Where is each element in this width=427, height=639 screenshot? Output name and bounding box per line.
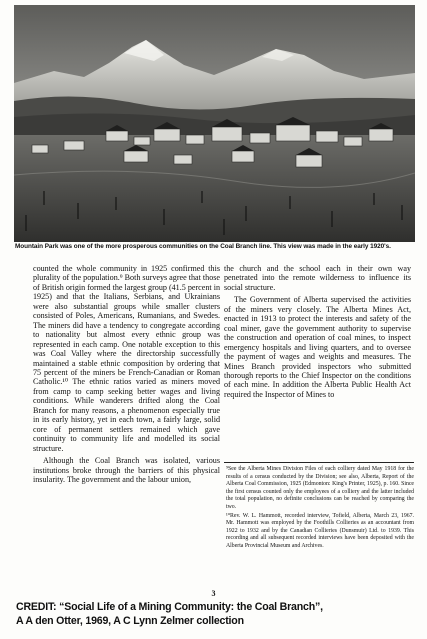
paragraph: the church and the school each in their own way penetrated into the remote wilderness to influence its social structure. [224,264,411,292]
paragraph: counted the whole community in 1925 confirmed this plurality of the population.⁹ Both surveys agree that those of British origin formed the largest group (41.5 percent in 1925) and that the Italians, Serbians, and Ukrainians were also substantial groups while smaller clusters consisted of Poles, Americans, Rumanians, and Swedes. The miners did have a tendency to congregate according to nationality but almost every ethnic group was represented in each camp. One notable exception to this was Coal Valley where the directorship successfully maintained a stable ethnic composition by ordering that 75 percent of the miners be French-Canadian or Roman Catholic.¹⁰ The ethnic ratios varied as miners moved from camp to camp seeking better wages and living conditions. While wanderers drifted along the Coal Branch for many reasons, a phenomenon especially true in its early history, yet in each town, a fairly large, solid core of permanent settlers remained which gave continuity to community life and modelled its social structure. [33,264,220,453]
footnotes [226,466,414,551]
footnote: ⁹See the Alberta Mines Division Files of each colliery dated May 1918 for the results of a census conducted by the Division; see also, Alberta, Report of the Alberta Coal Commission, 1925 (Edmonton: King's Printer, 1925), p. 160. Since the first census counted only the employees of a colliery and the latter included the total population, no definite conclusions can be reached by comparing the two. [226,466,414,510]
page-number: 3 [211,589,216,598]
text-column-right [224,264,411,399]
photo-artwork [14,5,415,242]
text-column-left [33,264,220,484]
credit-line-2: A A den Otter, 1969, A C Lynn Zelmer collection [16,614,244,627]
footnote-divider [224,462,414,463]
paragraph: Although the Coal Branch was isolated, various institutions broke through the barriers of this physical insularity. The government and the labour union, [33,456,220,484]
footnote: ¹⁰Rev. W. L. Hammott, recorded interview, Tofield, Alberta, March 23, 1967. Mr. Hammott was employed by the Foothills Collieries as an accountant from 1922 to 1932 and by the Canadian Collieries (Dunsmuir) Ltd. to 1939. This recording and all subsequent recorded interviews have been deposited with the Alberta Provincial Museum and Archives. [226,512,414,549]
paragraph: The Government of Alberta supervised the activities of the miners very closely. The Alberta Mines Act, enacted in 1913 to protect the interests and safety of the coal miner, gave the government authority to supervise the construction and operation of coal mines, to inspect emergency hospitals and living quarters, and to oversee the payment of wages and weights and measures. The Mines Branch provided inspectors who submitted thorough reports to the Chief Inspector on the conditions of each mine. In addition the Alberta Public Health Act required the Inspector of Mines to [224,295,411,399]
mountain-town-photo [14,5,415,242]
credit-line-1: CREDIT: “Social Life of a Mining Community: the Coal Branch”, [16,601,323,613]
credit-line [16,601,421,628]
photo-caption: Mountain Park was one of the more prosperous communities on the Coal Branch line. This view was made in the early 1920's. [15,243,391,250]
